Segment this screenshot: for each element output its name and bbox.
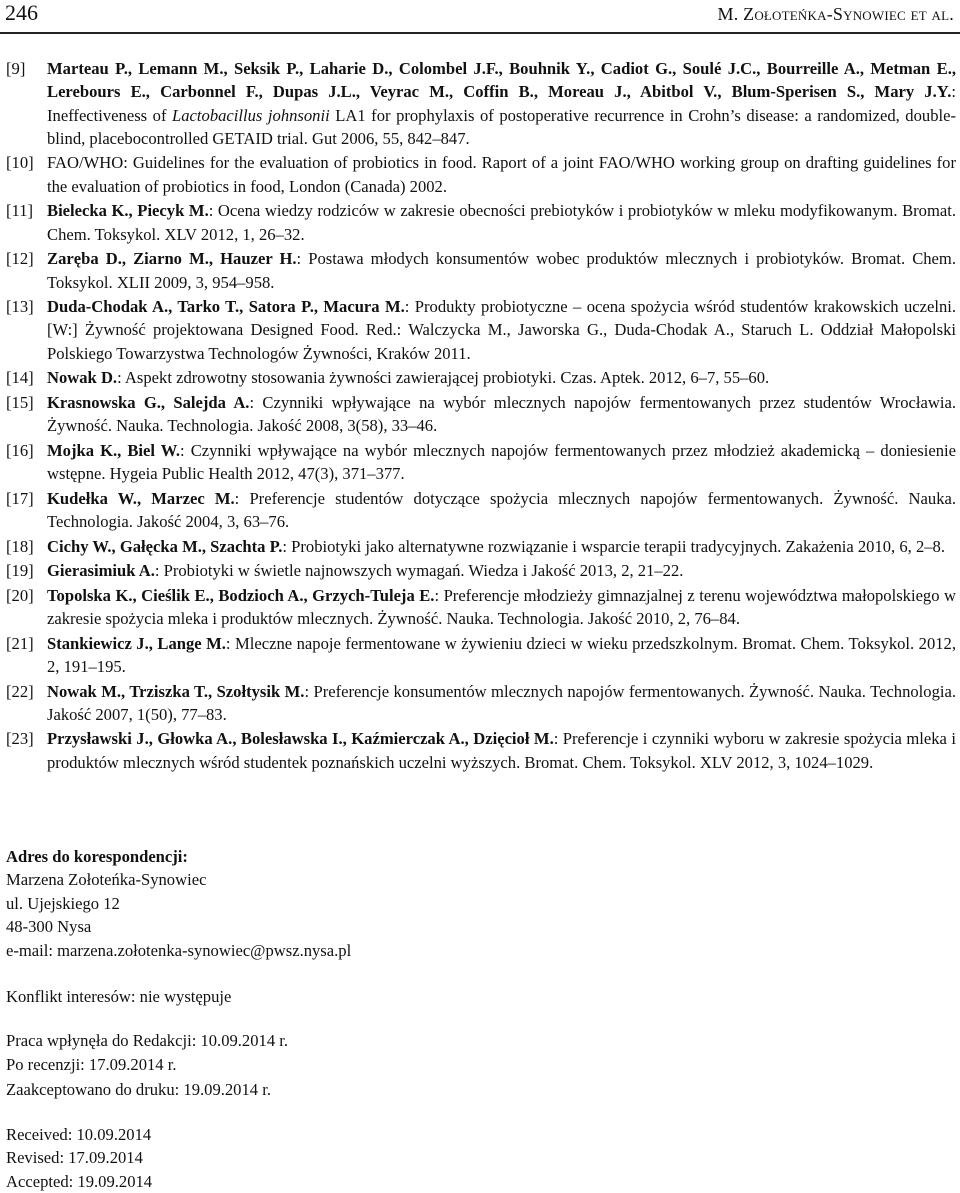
reference-number: [21] <box>6 633 34 653</box>
correspondence-title: Adres do korespondencji: <box>6 847 188 866</box>
reference-authors: Krasnowska G., Salejda A. <box>47 392 250 412</box>
reference-text: : Preferencje studentów dotyczące spożycia mlecznych napojów fermentowanych. Żywność. Nauka. Technologia. Jakość 2004, 3, 63–76. <box>47 488 957 532</box>
reference-text: : Czynniki wpływające na wybór mlecznych napojów fermentowanych przez młodzież akademicką – doniesienie wstępne. Hygeia Public Health 2012, 47(3), 371–377. <box>47 440 957 484</box>
reference-authors: Przysławski J., Głowka A., Bolesławska I., Kaźmierczak A., Dzięcioł M. <box>47 729 554 749</box>
reference-list <box>6 57 956 775</box>
reference-item <box>6 487 956 534</box>
reference-text: : Preferencje młodzieży gimnazjalnej z terenu województwa małopolskiego w zakresie spożycia mleka i produktów mlecznych. Żywność. Nauka. Technologia. Jakość 2010, 2, 76–84. <box>47 585 956 629</box>
reference-number: [23] <box>6 729 34 749</box>
reference-number: [14] <box>6 368 34 388</box>
reference-text: : Preferencje konsumentów mlecznych napojów fermentowanych. Żywność. Nauka. Technologia. Jakość 2007, 1(50), 77–83. <box>47 681 956 724</box>
reference-number: [16] <box>6 440 34 460</box>
reference-authors: Duda-Chodak A., Tarko T., Satora P., Macura M. <box>47 297 405 317</box>
reference-text: : Produkty probiotyczne – ocena spożycia wśród studentów krakowskich uczelni. [W:] Żywność projektowana Designed Food. Red.: Walczycka M., Jaworska G., Duda-Chodak A., Staruch L. Oddział Małopolski Polskiego Towarzystwa Technologów Żywności, Kraków 2011. <box>47 297 956 363</box>
running-head: M. Zołoteńka-Synowiec et al. <box>717 4 954 24</box>
reference-item <box>6 199 956 246</box>
reference-text: : Mleczne napoje fermentowane w żywieniu dzieci w wieku przedszkolnym. Bromat. Chem. Toksykol. 2012, 2, 191–195. <box>47 633 956 676</box>
reference-text: : Ocena wiedzy rodziców w zakresie obecności prebiotyków i probiotyków w mleku modyfikowanym. Bromat. Chem. Toksykol. XLV 2012, 1, 26–32. <box>47 201 956 244</box>
reference-number: [15] <box>6 392 34 412</box>
reference-number: [18] <box>6 536 34 556</box>
reference-number: [13] <box>6 297 34 317</box>
reference-item <box>6 535 956 558</box>
correspondence-email: e-mail: marzena.zołotenka-synowiec@pwsz.nysa.pl <box>6 940 352 960</box>
reference-item <box>6 57 956 150</box>
reference-item <box>6 391 956 438</box>
date-accepted-en: Accepted: 19.09.2014 <box>6 1171 153 1191</box>
reference-item <box>6 584 956 631</box>
reference-text: : Probiotyki jako alternatywne rozwiązanie i wsparcie terapii tradycyjnych. Zakażenia 2010, 6, 2–8. <box>282 536 945 556</box>
reference-authors: Cichy W., Gałęcka M., Szachta P. <box>47 536 283 556</box>
reference-authors: Gierasimiuk A. <box>47 561 155 581</box>
reference-item <box>6 151 956 198</box>
correspondence-block <box>6 845 606 962</box>
reference-authors: Mojka K., Biel W. <box>47 440 181 460</box>
reference-text: : Probiotyki w świetle najnowszych wymagań. Wiedza i Jakość 2013, 2, 21–22. <box>154 561 684 581</box>
reference-number: [20] <box>6 585 34 605</box>
correspondence-city: 48-300 Nysa <box>6 917 92 937</box>
reference-authors: Zaręba D., Ziarno M., Hauzer H. <box>47 249 297 269</box>
date-revised-en: Revised: 17.09.2014 <box>6 1148 143 1168</box>
reference-authors: Stankiewicz J., Lange M. <box>47 633 226 653</box>
reference-text: : Preferencje i czynniki wyboru w zakresie spożycia mleka i produktów mlecznych wśród studentek poznańskich uczelni wyższych. Bromat. Chem. Toksykol. XLV 2012, 3, 1024–1029. <box>47 729 956 772</box>
reference-text: : Ineffectiveness of <box>47 82 956 125</box>
reference-item <box>6 366 956 389</box>
reference-species-name: Lactobacillus johnsonii <box>172 105 330 125</box>
header-rule <box>0 32 960 34</box>
reference-item <box>6 559 956 582</box>
reference-authors: Bielecka K., Piecyk M. <box>47 201 209 221</box>
dates-english <box>6 1123 152 1193</box>
reference-number: [12] <box>6 249 34 269</box>
reference-number: [17] <box>6 488 34 508</box>
reference-authors: Nowak M., Trziszka T., Szołtysik M. <box>47 681 305 701</box>
reference-text: : Postawa młodych konsumentów wobec produktów mlecznych i probiotyków. Bromat. Chem. Toksykol. XLII 2009, 3, 954–958. <box>47 249 956 292</box>
reference-authors: Nowak D. <box>47 368 118 388</box>
page-header <box>0 0 960 30</box>
reference-number: [19] <box>6 561 34 581</box>
conflict-of-interest: Konflikt interesów: nie występuje <box>6 987 232 1006</box>
reference-item <box>6 680 956 727</box>
reference-item <box>6 632 956 679</box>
reference-text: : Aspekt zdrowotny stosowania żywności zawierającej probiotyki. Czas. Aptek. 2012, 6–7, 55–60. <box>117 368 770 388</box>
correspondence-name: Marzena Zołoteńka-Synowiec <box>6 870 207 890</box>
reference-authors: Topolska K., Cieślik E., Bodzioch A., Grzych-Tuleja E. <box>47 585 435 605</box>
reference-item <box>6 247 956 294</box>
date-accepted-pl: Zaakceptowano do druku: 19.09.2014 r. <box>6 1079 271 1099</box>
date-revised-pl: Po recenzji: 17.09.2014 r. <box>6 1055 177 1075</box>
reference-authors: Marteau P., Lemann M., Seksik P., Laharie D., Colombel J.F., Bouhnik Y., Cadiot G., Soulé J.C., Bourreille A., Metman E., Lerebours E., Carbonnel F., Dupas J.L., Veyrac M., Coffin B., Moreau J., Abitbol V., Blum-Sperisen S., Mary J.Y. <box>47 59 956 102</box>
reference-text: : Czynniki wpływające na wybór mlecznych napojów fermentowanych przez studentów Wrocławia. Żywność. Nauka. Technologia. Jakość 2008, 3(58), 33–46. <box>47 392 956 436</box>
reference-number: [11] <box>6 201 34 221</box>
date-received-en: Received: 10.09.2014 <box>6 1125 152 1144</box>
reference-text-continued: LA1 for prophylaxis of postoperative recurrence in Crohn’s disease: a randomized, double-blind, placebocontrolled GETAID trial. Gut 2006, 55, 842–847. <box>47 105 956 148</box>
reference-authors: Kudełka W., Marzec M. <box>47 488 235 508</box>
reference-item <box>6 439 956 486</box>
reference-item <box>6 295 956 365</box>
correspondence-street: ul. Ujejskiego 12 <box>6 893 120 913</box>
reference-item <box>6 727 956 774</box>
reference-number: [22] <box>6 681 34 701</box>
reference-number: [10] <box>6 153 34 173</box>
page-number: 246 <box>5 0 38 25</box>
dates-polish <box>6 1029 288 1102</box>
date-received-pl: Praca wpłynęła do Redakcji: 10.09.2014 r. <box>6 1031 289 1050</box>
reference-text: FAO/WHO: Guidelines for the evaluation of probiotics in food. Raport of a joint FAO/WHO working group on drafting guidelines for the evaluation of probiotics in food, London (Canada) 2002. <box>47 153 956 196</box>
reference-number: [9] <box>6 59 26 78</box>
